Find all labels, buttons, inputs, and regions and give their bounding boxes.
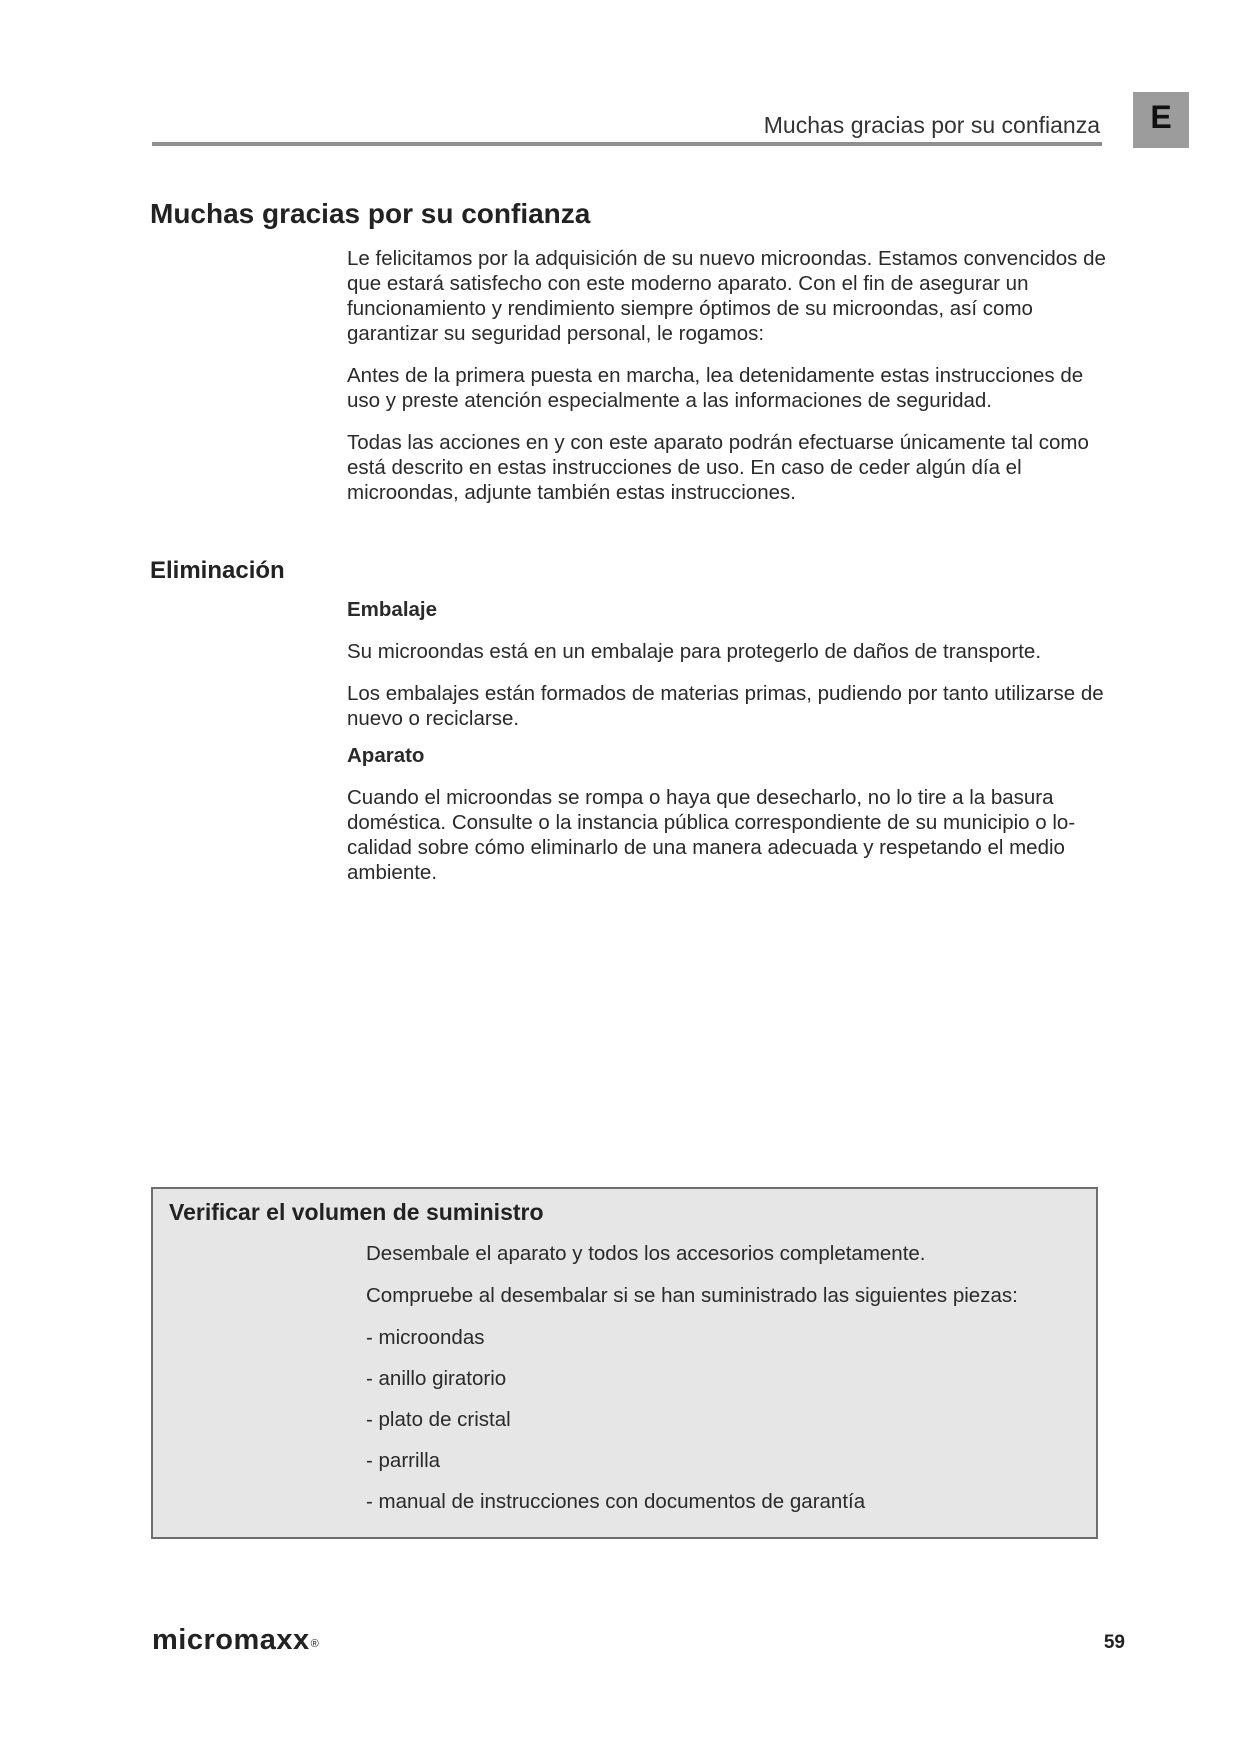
list-item: - plato de cristal [366,1408,511,1431]
box-body [366,1241,1066,1530]
subheading-packaging: Embalaje [347,598,438,621]
page-number: 59 [1103,1632,1125,1653]
paragraph: Todas las acciones en y con este aparato podrán efectuarse únicamente tal como está descrito en estas instrucciones de uso. En caso de ceder algún día el microondas, adjunte también estas instrucciones. [347,431,1089,504]
supply-check-box [151,1187,1098,1539]
registered-mark: ® [310,1638,320,1650]
paragraph: Su microondas está en un embalaje para protegerlo de daños de transporte. [347,640,1042,663]
paragraph: Le felicitamos por la adquisición de su nuevo microondas. Estamos convencidos de que estará satisfecho con este moderno aparato. Con el fin de asegurar un funcionamiento y rendimiento siempre óptimos de su microondas, así como garantizar su seguridad personal, le rogamos: [347,247,1106,345]
parts-list [366,1325,1066,1514]
section-heading-disposal: Eliminación [150,557,285,584]
brand-logo [152,1624,319,1657]
list-item: - anillo giratorio [366,1367,507,1390]
brand-name: micromaxx [152,1624,310,1656]
list-item: - parrilla [366,1449,441,1472]
list-item: - manual de instrucciones con documentos de garantía [366,1490,866,1513]
section-body-thanks [347,246,1107,522]
header-divider [152,142,1102,146]
language-tab: E [1133,92,1189,148]
list-item: - microondas [366,1326,485,1349]
box-title: Verificar el volumen de suministro [169,1199,544,1225]
paragraph: Los embalajes están formados de materias primas, pudiendo por tanto utilizarse de nuevo o reciclarse. [347,682,1104,730]
paragraph: Desembale el aparato y todos los accesorios completamente. [366,1242,926,1265]
paragraph: Antes de la primera puesta en marcha, lea detenidamente estas instrucciones de uso y preste atención especialmente a las informaciones de seguridad. [347,364,1084,412]
paragraph: Cuando el microondas se rompa o haya que desecharlo, no lo tire a la basura doméstica. Consulte o la instancia pública correspondiente de su municipio o lo-calidad sobre cómo eliminarlo de una manera adecuada y respetando el medio ambiente. [347,786,1076,884]
running-header: Muchas gracias por su confianza [763,112,1100,138]
subheading-appliance: Aparato [347,744,425,767]
section-heading-thanks: Muchas gracias por su confianza [150,198,591,229]
section-body-disposal [347,597,1107,902]
paragraph: Compruebe al desembalar si se han suministrado las siguientes piezas: [366,1284,1018,1307]
